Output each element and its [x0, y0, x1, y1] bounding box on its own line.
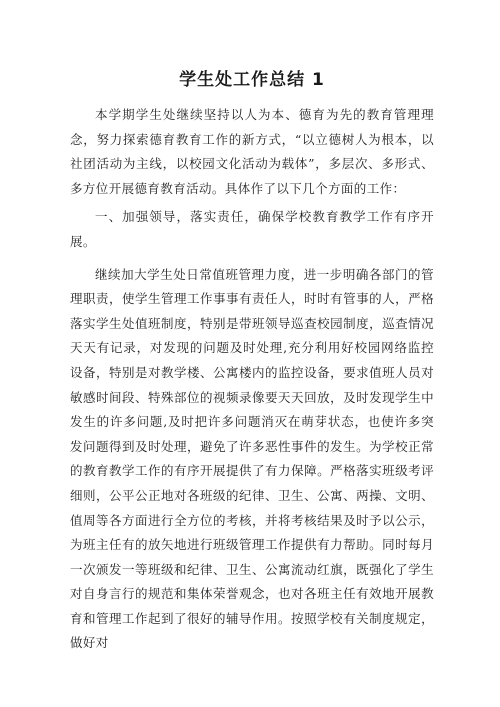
document-title: 学生处工作总结 1	[179, 70, 325, 90]
section-heading: 一、加强领导，落实责任，确保学校教育教学工作有序开展。	[70, 209, 434, 249]
intro-paragraph: 本学期学生处继续坚持以人为本、德育为先的教育管理理念，努力探索德育教育工作的新方式，“以立德树人为根本，以社团活动为主线，以校园文化活动为载体”，多层次、多形式、多方位开展德育教育活动。具体作了以下几个方面的工作：	[70, 107, 434, 196]
body-paragraph: 继续加大学生处日常值班管理力度，进一步明确各部门的管理职责，使学生管理工作事事有责任人，时时有管事的人，严格落实学生处值班制度，特别是带班领导巡查校园制度，巡查情况天天有记录，对发现的问题及时处理,充分利用好校园网络监控设备，特别是对教学楼、公寓楼内的监控设备，要求值班人员对敏感时间段、特殊部位的视频录像要天天回放，及时发现学生中发生的许多问题,及时把许多问题消灭在萌芽状态，也使许多突发问题得到及时处理，避免了许多恶性事件的发生。为学校正常的教育教学工作的有序开展提供了有力保障。严格落实班级考评细则，公平公正地对各班级的纪律、卫生、公寓、两操、文明、值周等各方面进行全方位的考核，并将考核结果及时予以公示，为班主任有的放矢地进行班级管理工作提供有力帮助。同时每月一次颁发一等班级和纪律、卫生、公寓流动红旗，既强化了学生对自身言行的规范和集体荣誉观念，也对各班主任有效地开展教育和管理工作起到了很好的辅导作用。按照学校有关制度规定，做好对	[70, 266, 434, 651]
